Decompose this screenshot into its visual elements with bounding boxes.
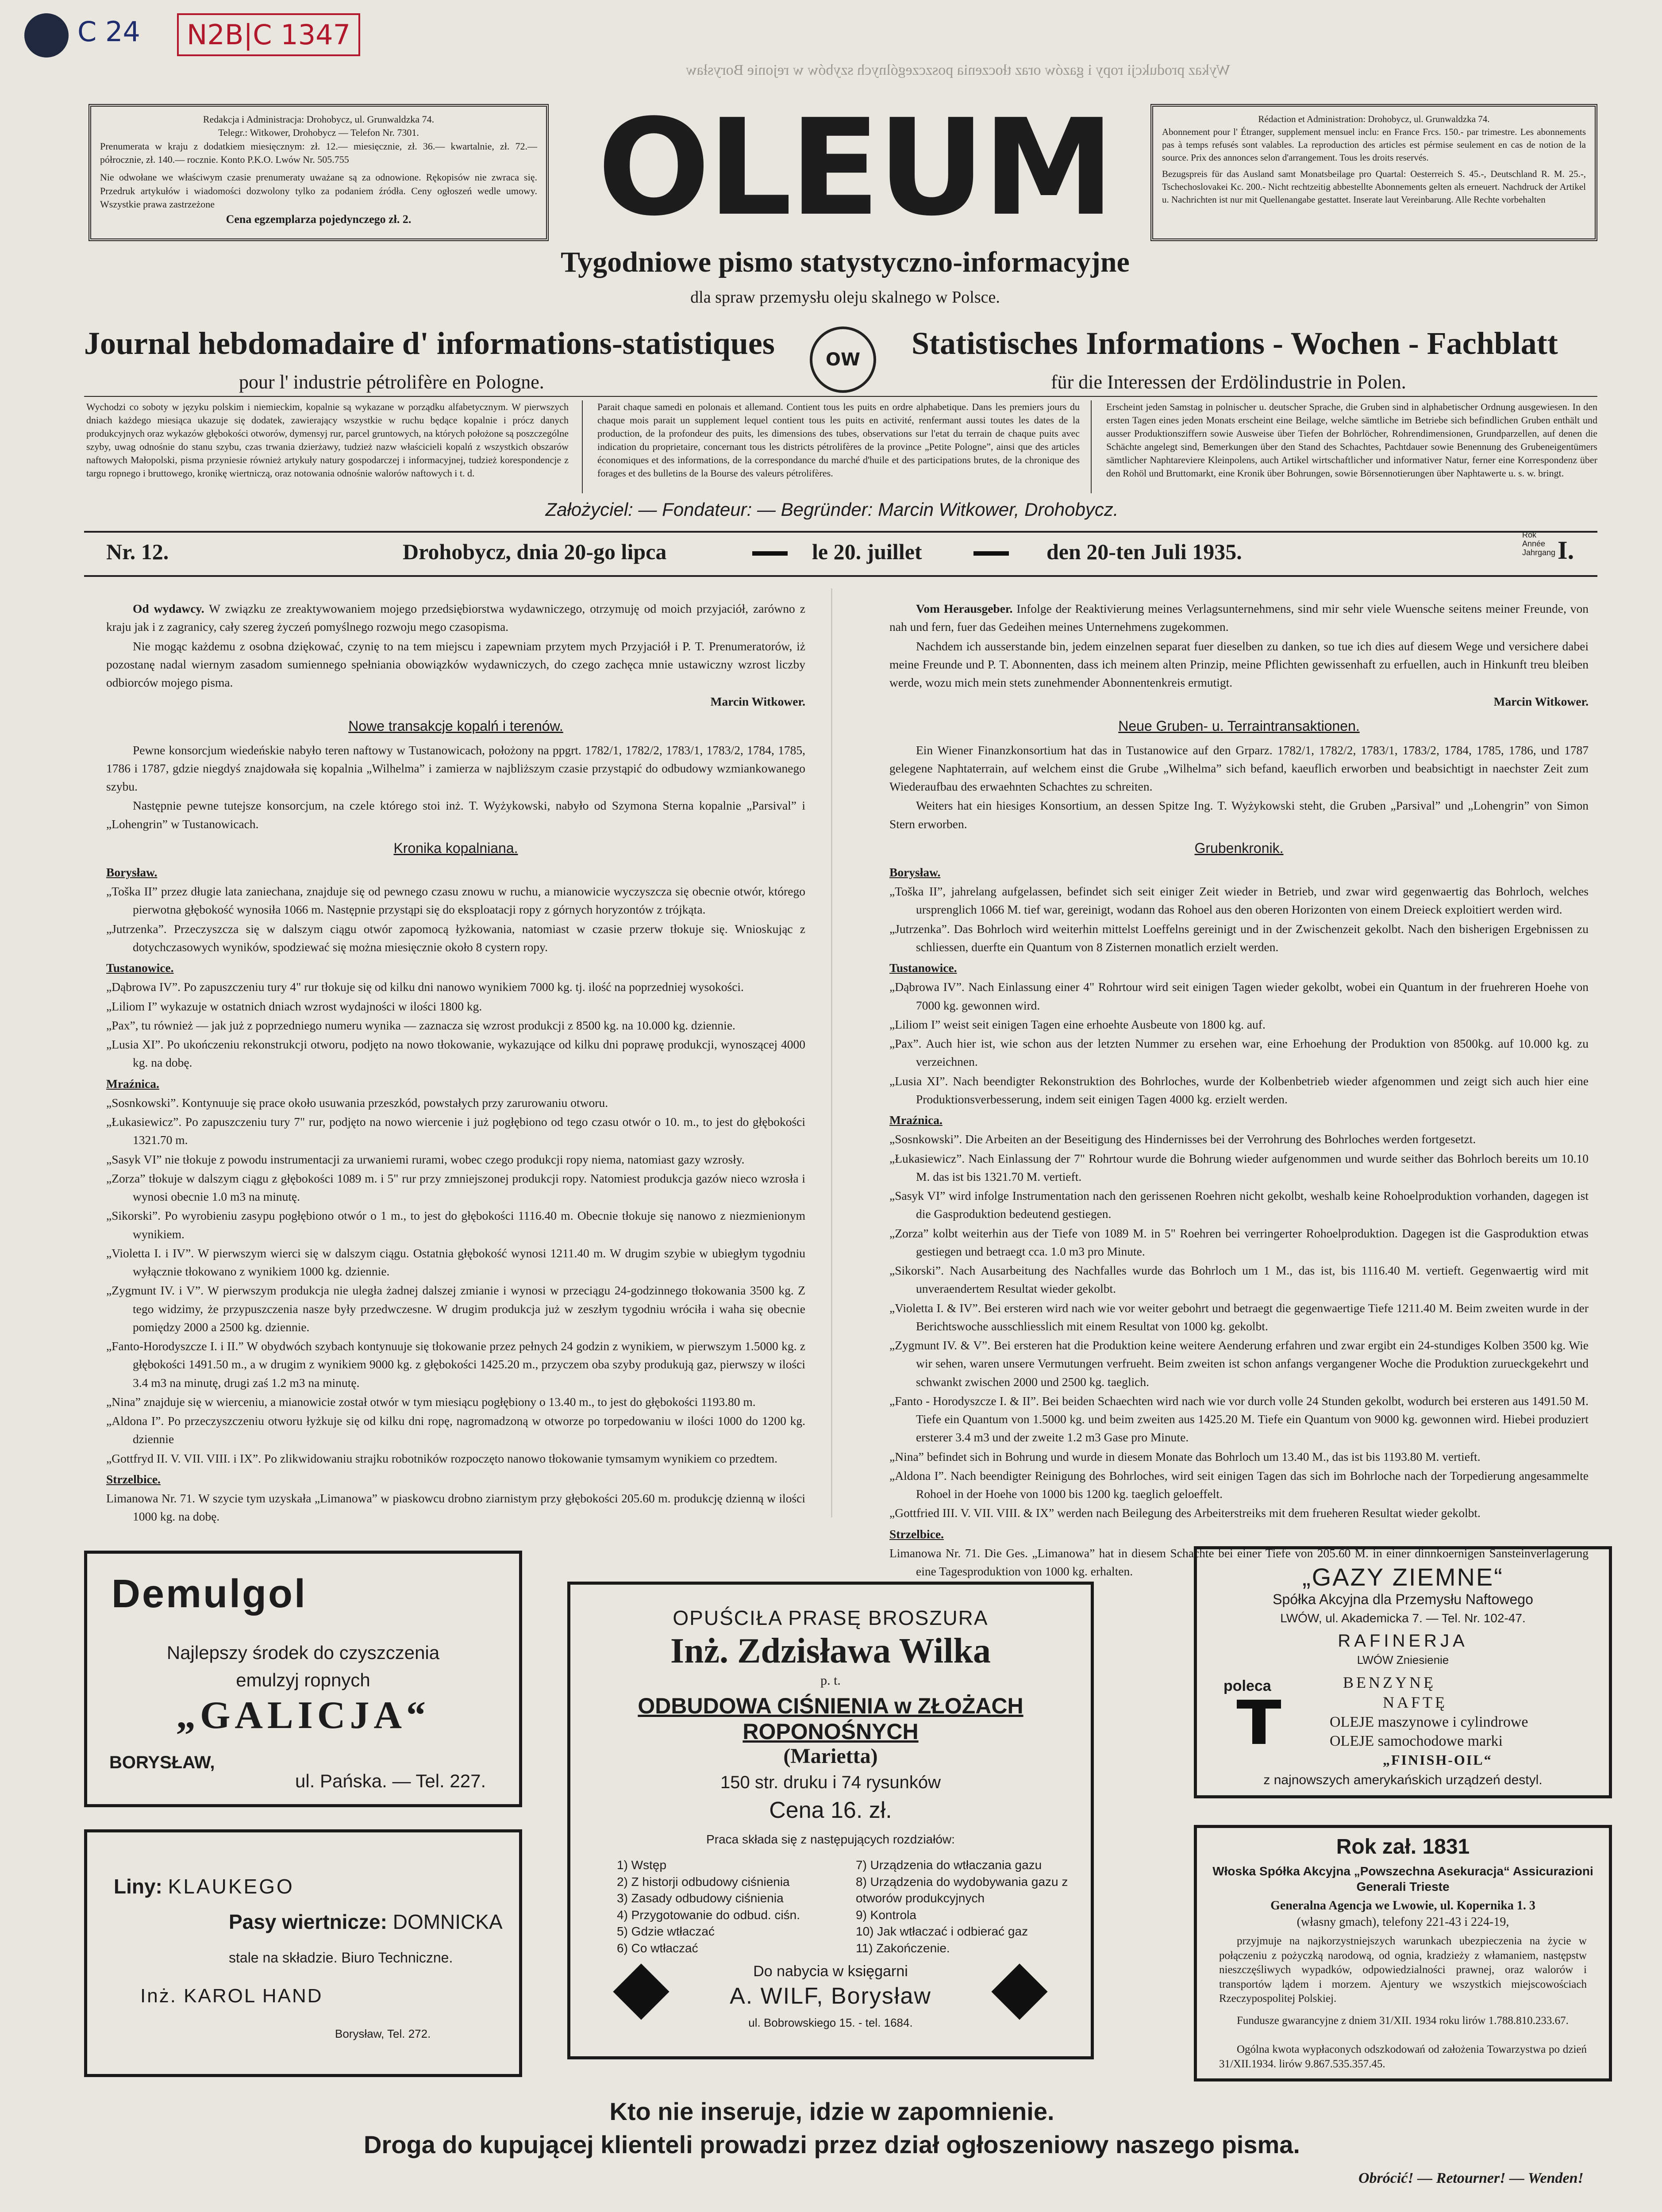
subtitle-french: Journal hebdomadaire d' informations-statistiques: [84, 326, 775, 361]
toc-item: 11) Zakończenie.: [856, 1941, 950, 1955]
entry: „Fanto-Horodyszcze I. i II.” W obydwóch szybach kontynuuje się tłokowanie przez pełnych 24 godzin z wynikiem, w pierwszym 1.5000 kg. z głębokości 1491.50 m., a w drugim z wynikiem 9000 kg. z głębokości 1425.20 m., przyczem oba szyby produkują gaz, pierwszy w ilości 3.4 m3 na minutę, drugi zaś 1.2 m3 na minutę.: [106, 1339, 805, 1390]
ad-line: (własny gmach), telefony 221-43 i 224-19,: [1297, 1915, 1509, 1929]
publisher-note: Infolge der Reaktivierung meines Verlagsunternehmens, sind mir sehr viele Wuensche seitens meiner Freunde, von nah und fern, fuer das Gedeihen meines Unternehmens zugekommen.: [889, 602, 1589, 634]
entry: „Dąbrowa IV”. Po zapuszczeniu tury 4" rur tłokuje się od kilku dni nanowo wynikiem 7000 kg. tj. ilość na poprzedniej wysokości.: [106, 980, 744, 994]
publisher-note: Nie mogąc każdemu z osobna dziękować, czynię to na tem miejscu i zapewniam przytem mych Przyjaciół i P. T. Prenumeratorów, iż pozostanę nadal wiernym zasadom sumiennego spełniania obowiązków wydawniczych, do czego zachęca mnie ustawiczny wzrost liczby odbiorców mojego pisma.: [106, 639, 805, 689]
ad-line: OLEJE maszynowe i cylindrowe: [1330, 1714, 1528, 1730]
entry: „Sasyk VI” wird infolge Instrumentation nach den gerissenen Roehren nicht gekolbt, weshalb keine Rohoelproduktion vorhanden, dagegen ist die Gasproduktion bedeutend gestiegen.: [889, 1189, 1589, 1221]
ad-line: (Marietta): [783, 1744, 878, 1768]
year-label: Rok: [1522, 530, 1537, 539]
issue-date-fr: le 20. juillet: [812, 539, 922, 564]
founder-line: Założyciel: — Fondateur: — Begründer: Marcin Witkower, Drohobycz.: [545, 499, 1119, 520]
intro-german: Erscheint jeden Samstag in polnischer u. deutscher Sprache, die Gruben sind in alphabetischer Ordnung ausgewiesen. In den ersten Tagen eines jeden Monats erscheint eine Beilage, welche sämtliche im Betriebe sich befindlichen Gruben enthält und ausser Produktionsziffern sowie Ausweise über Tiefen der Bohrlöcher, Rohrendimensionen, Grundparzellen, auf denen die Schächte angelegt sind, Bemerkungen über den Stand des Schachtes, Pachtdauer sowie Benennung des Grubeneigentümers sämtlicher Naphtareviere Kleinpolens, auch Artikel wirtschaftlicher und informativer Natur, ferner eine Korrespondenz über den Rohöl und Bruttomarkt, eine Kronik über Bohrungen, sowie Börsennotierungen über Naphtawerte u. s. w. bringt.: [1106, 401, 1597, 479]
footer-slogan-2: Droga do kupującej klienteli prowadzi przez dział ogłoszeniowy naszego pisma.: [364, 2131, 1300, 2158]
section-heading: Neue Gruben- u. Terraintransaktionen.: [1118, 718, 1360, 734]
ad-address: ul. Pańska. — Tel. 227.: [295, 1770, 486, 1791]
ad-line: poleca: [1223, 1678, 1271, 1694]
intro-french: Parait chaque samedi en polonais et allemand. Contient tous les puits en ordre alphabetique. Dans les premiers jours du chaque mois parait un supplement lequel contient tous les puits en activité, renfermant aussi toutes les dates de la production, de la profondeur des puits, les dimensions des tubes, observations sur l'etat du terrain de chaque puits avec indication du proprietaire, concernant tous les districts pétrolifères de la province „Petite Pologne”, ainsi que des articles économiques et des informations, de la correspondance du marché d'huile et des participations brutes, de la chronique des forages et des bulletins de la Bourse des valeurs pétrolifères.: [597, 401, 1080, 479]
toc-item: 4) Przygotowanie do odbud. ciśn.: [617, 1908, 800, 1922]
ad-line: Do nabycia w księgarni: [753, 1963, 908, 1980]
entry: Limanowa Nr. 71. Die Ges. „Limanowa” hat in diesem Schachte bei einer Tiefe von 205.60 M. in einer dinnkoernigen Sansteinverlagerung eine Tagesproduktion von 1000 kg. erhalten.: [889, 1546, 1589, 1578]
ad-paragraph: Ogólna kwota wypłaconych odszkodowań od założenia Towarzystwa po dzień 31/XII.1934. lirów 9.867.535.357.45.: [1219, 2043, 1587, 2070]
ad-title: „GAZY ZIEMNE“: [1302, 1563, 1504, 1591]
issue-date-de: den 20-ten Juli 1935.: [1046, 539, 1242, 564]
ad-brand: „GALICJA“: [176, 1694, 431, 1737]
toc-item: 9) Kontrola: [856, 1908, 916, 1922]
fold-line: [831, 588, 832, 1517]
region-heading: Borysław.: [106, 865, 158, 879]
paragraph: Weiters hat ein hiesiges Konsortium, an dessen Spitze Ing. T. Wyżykowski steht, die Gruben „Parsival” und „Lohengrin” von Simon Stern erworben.: [889, 799, 1589, 831]
ad-label: Pasy wiertnicze:: [229, 1910, 387, 1933]
ad-book-title: ODBUDOWA CIŚNIENIA w ZŁOŻACH ROPONOŚNYCH: [638, 1694, 1023, 1744]
subtitle-german-2: für die Interessen der Erdölindustrie in Polen.: [1051, 371, 1406, 393]
ad-line: ul. Bobrowskiego 15. - tel. 1684.: [748, 2016, 913, 2029]
ad-insurance: [1194, 1825, 1612, 2081]
entry: „Zygmunt IV. & V”. Bei ersteren hat die Produktion keine weitere Aenderung erfahren und zwar ergibt ein 24-stundiges Kolben 3500 kg. Wie wir sehen, waren unsere Vermutungen verfrueht. Beim zweiten ist schon anfangs vergangener Woche die Produktion zurueckgekehrt und schwankt zwischen 2000 und 2500 kg. taeglich.: [889, 1338, 1589, 1389]
year-number: I.: [1558, 536, 1574, 565]
intro-polish: Wychodzi co soboty w języku polskim i niemieckim, kopalnie są wykazane w porządku alfabetycznym. W pierwszych dniach każdego miesiąca ukazuje się dodatek, zawierający wszystkie w ruchu będące kopalnie i prócz danych produkcyjnych oraz wykazów głębokości otworów, dymensyj rur, parcel gruntowych, na których położone są poszczególne szyby, uwag odnośnie do stanu szybu, czas trwania dzierżawy, tudzież nazw właścicieli kopalń z wszystkich obszarów naftowych Małopolski, pisma przyniesie również artykuły natury gospodarczej i informacyjnej, tudzież korespondencje z targu ropnego i bruttowego, kronikę wiertniczą, oraz notowania odnośnie walorów naftowych i t. d.: [86, 401, 569, 479]
region-heading: Tustanowice.: [889, 961, 957, 975]
info-box-foreign: [1150, 104, 1597, 241]
ad-line: BENZYNĘ: [1343, 1674, 1436, 1691]
ad-line: OLEJE samochodowe marki: [1330, 1733, 1503, 1749]
ad-line: Inż. KAROL HAND: [140, 1985, 323, 2007]
year-label: Jahrgang: [1522, 548, 1556, 557]
entry: „Jutrzenka”. Przeczyszcza się w dalszym ciągu otwór zapomocą łyżkowania, natomiast w czasie przerw tłokuje się. Wnioskując z dotychczasowych wyników, spodziewać się można miesięcznie około 8 cystern ropy.: [106, 922, 805, 954]
ad-paragraph: Fundusze gwarancyjne z dniem 31/XII. 1934 roku lirów 1.788.810.233.67.: [1237, 2015, 1569, 2027]
entry: „Liliom I” weist seit einigen Tagen eine erhoehte Ausbeute von 1800 kg. auf.: [889, 1017, 1266, 1031]
toc-item: 6) Co wtłaczać: [617, 1941, 698, 1955]
entry: „Nina” befindet sich in Bohrung und wurde in diesem Monate das Bohrloch um 13.40 M., das ist bis 1193.80 M. vertieft.: [889, 1449, 1481, 1463]
rule: [84, 575, 1597, 577]
toc-item: 1) Wstęp: [617, 1858, 667, 1872]
ad-value: KLAUKEGO: [168, 1875, 294, 1898]
ad-line: LWÓW Zniesienie: [1357, 1653, 1449, 1667]
ad-bookstore: A. WILF, Borysław: [730, 1983, 931, 2009]
catalog-number: N2B|C 1347: [177, 13, 360, 56]
ad-brochure: [567, 1582, 1094, 2059]
entry: „Aldona I”. Nach beendigter Reinigung des Bohrloches, wird seit einigen Tagen das sich im Bohrloche nach der Torpedierung angesammelte Rohoel in der Hoehe von 1000 bis 1200 kg. taeglich geloeffelt.: [889, 1468, 1589, 1501]
signature: Marcin Witkower.: [1493, 695, 1589, 709]
box-line: Prenumerata w kraju z dodatkiem miesięcznym: zł. 12.— miesięcznie, zł. 36.— kwartalnie, zł. 72.— półrocznie, zł. 140.— rocznie. Konto P.K.O. Lwów Nr. 505.755: [100, 140, 537, 165]
publisher-note: W związku ze zreaktywowaniem mojego przedsiębiorstwa wydawniczego, otrzymuję od moich przyjaciół, zarówno z kraju jak i z zagranicy, cały szereg życzeń pomyślnego rozwoju mego czasopisma.: [106, 602, 805, 634]
handwritten-shelf-number: C 24: [77, 15, 140, 48]
box-line: Rédaction et Administration: Drohobycz, ul. Grunwaldzka 74.: [1258, 114, 1490, 124]
issue-number: Nr. 12.: [106, 539, 169, 564]
info-box-polish: [88, 104, 549, 241]
entry: „Łukasiewicz”. Po zapuszczeniu tury 7" rur, podjęto na nowo wiercenie i już pogłębiono od tego czasu otwór o 10. m., to jest do głębokości 1321.70 m.: [106, 1115, 805, 1147]
toc-right: [856, 1857, 1077, 1956]
ad-line: LWÓW, ul. Akademicka 7. — Tel. Nr. 102-47.: [1280, 1611, 1526, 1625]
ad-line: OPUŚCIŁA PRASĘ BROSZURA: [673, 1606, 989, 1629]
region-heading: Strzelbice.: [889, 1527, 944, 1541]
rule: [84, 531, 1597, 533]
box-line: Nie odwołane we właściwym czasie prenumeraty uważane są za odnowione. Rękopisów nie zwraca się. Przedruk artykułów i wiadomości dozwolony tylko za podaniem źródła. Ceny ogłoszeń wedle umowy. Wszystkie prawa zastrzeżone: [100, 172, 537, 210]
turn-over-note: Obrócić! — Retourner! — Wenden!: [1358, 2170, 1584, 2186]
publisher-note-label: Vom Herausgeber.: [916, 602, 1013, 615]
ad-liny: [84, 1829, 522, 2077]
entry: „Nina” znajduje się w wierceniu, a mianowicie został otwór w tym miesiącu pogłębiony o 13.40 m., to jest do głębokości 1193.80 m.: [106, 1394, 756, 1409]
entry: „Sikorski”. Nach Ausarbeitung des Nachfalles wurde das Bohrloch um 1 M., das ist, bis 1116.40 M. vertieft. Gegenwaertig wird mit unveraendertem Resultat wieder gekolbt.: [889, 1263, 1589, 1296]
ad-line: p. t.: [820, 1673, 841, 1688]
entry: „Pax”, tu również — jak już z poprzedniego numeru wynika — zaznacza się wzrost produkcji z 8500 kg. na 10.000 kg. dziennie.: [106, 1018, 735, 1032]
ad-line: Praca składa się z następujących rozdziałów:: [706, 1832, 955, 1846]
ad-price: Cena 16. zł.: [769, 1797, 892, 1823]
publisher-note-label: Od wydawcy.: [133, 602, 204, 615]
dash: [973, 551, 1009, 556]
entry: „Zorza” kolbt weiterhin aus der Tiefe von 1089 M. in 5" Roehren bei verringerter Rohoelproduktion. Dagegen ist die Gasproduktion etwas gestiegen und betraegt cca. 1.0 m3 pro Minute.: [889, 1226, 1589, 1258]
entry: „Toška II”, jahrelang aufgelassen, befindet sich seit einiger Zeit wieder in Betrieb, und zwar wird gegenwaertig das Bohrloch, welches ursprenglich 1066 M. tief war, gereinigt, wodann das Rohoel aus den oberen Horizonten von einem Dreieck exploitiert werden wird.: [889, 884, 1589, 917]
entry: „Gottfryd II. V. VII. VIII. i IX”. Po zlikwidowaniu strajku robotników rozpoczęto nanowo tłokowanie tymsamym wynikiem co przedtem.: [106, 1451, 778, 1465]
ad-demulgol: [84, 1551, 522, 1807]
issue-date-pl: Drohobycz, dnia 20-go lipca: [403, 539, 667, 564]
entry: „Lusia XI”. Nach beendigter Rekonstruktion des Bohrloches, wurde der Kolbenbetrieb wieder afgenommen und zeigt sich auch hier eine Produktionsverbesserung, indem seit einigen Tagen 4000 kg. erzielt werden.: [889, 1074, 1589, 1106]
ad-line: 150 str. druku i 74 rysunków: [720, 1773, 941, 1792]
year-labels: [1522, 531, 1555, 557]
rule: [84, 396, 1597, 397]
entry: „Jutrzenka”. Das Bohrloch wird weiterhin mittelst Loeffelns gereinigt und in der Zwischenzeit gekolbt. Nach den bisherigen Ergebnissen zu schliessen, duerfte ein Quantum von 8 Zisternen monatlich erzielt werden.: [889, 922, 1589, 954]
entry: „Pax”. Auch hier ist, wie schon aus der letzten Nummer zu ersehen war, eine Erhoehung der Produktion von 8500kg. auf 10.000 kg. zu verzeichnen.: [889, 1037, 1589, 1069]
divider: [582, 400, 583, 493]
ad-line: Najlepszy środek do czyszczenia: [166, 1642, 440, 1663]
toc-left: [617, 1857, 838, 1956]
ad-title: Rok zał. 1831: [1336, 1835, 1470, 1859]
entry: „Zorza” tłokuje w dalszym ciągu z głębokości 1089 m. i 5" rur przy zmniejszonej produkcji ropy. Natomiest produkcja gazów nieco wzrosła i wynosi obecnie 1.0 m3 na minutę.: [106, 1171, 805, 1203]
publisher-note: Nachdem ich ausserstande bin, jedem einzelnen separat fuer dieselben zu danken, so tue ich dies auf diesem Wege und versichere dabei meine Freunde und P. T. Abonnenten, dass ich meinem alten Prinzip, meine Pflichten gewissenhaft zu erfuellen, auch in Hinkunft treu bleiben werde, wozu mich mein stets zunehmender Abonnentenkreis ermutigt.: [889, 639, 1589, 689]
entry: „Sosnkowski”. Kontynuuje się prace około usuwania przeszkód, powstałych przy zarurowaniu otworu.: [106, 1095, 608, 1110]
section-heading: Nowe transakcje kopalń i terenów.: [348, 718, 563, 734]
ad-line: „FINISH-OIL“: [1383, 1752, 1493, 1768]
ad-line: Spółka Akcyjna dla Przemysłu Naftowego: [1273, 1591, 1533, 1607]
entry: „Lusia XI”. Po ukończeniu rekonstrukcji otworu, podjęto na nowo tłokowanie, wykazujące od kilku dni poprawę produkcji, wynoszącej 4000 kg. na dobę.: [106, 1037, 805, 1070]
toc-item: 5) Gdzie wtłaczać: [617, 1924, 715, 1939]
entry: „Violetta I. & IV”. Bei ersteren wird nach wie vor weiter gebohrt und betraegt die gegenwaertige Tiefe 1211.40 M. Beim zweiten wurde in der Berichtswoche ausschliesslich mit einem Resultat von 1000 kg. gekolbt.: [889, 1301, 1589, 1333]
divider: [1091, 400, 1092, 493]
toc-item: 2) Z historji odbudowy ciśnienia: [617, 1874, 790, 1889]
entry: „Sikorski”. Po wyrobieniu zasypu pogłębiono otwór o 1 m., to jest do głębokości 1116.40 m. Obecnie tłokuje się nanowo z niezmienionym wynikiem.: [106, 1209, 805, 1241]
entry: „Liliom I” wykazuje w ostatnich dniach wzrost wydajności w ilości 1800 kg.: [106, 999, 482, 1013]
toc-item: 8) Urządzenia do wydobywania gazu z otworów produkcyjnych: [856, 1874, 1068, 1905]
box-line: Redakcja i Administracja: Drohobycz, ul. Grunwaldzka 74.: [203, 114, 435, 125]
show-through-text: Wykaz produkcji ropy i gazów oraz tłoczenia poszczególnych szybów w rejonie Borysław: [686, 62, 1231, 78]
section-heading: Kronika kopalniana.: [393, 840, 518, 856]
ad-line: RAFINERJA: [1338, 1631, 1468, 1651]
ad-city: BORYSŁAW,: [109, 1753, 215, 1772]
region-heading: Borysław.: [889, 865, 941, 879]
entry: Limanowa Nr. 71. W szycie tym uzyskała „Limanowa” w piaskowcu drobno ziarnistym przy głębokości 205.60 m. produkcję dzienną w ilości 1000 kg. na dobę.: [106, 1491, 805, 1524]
ad-line: emulzyj ropnych: [236, 1670, 370, 1690]
dash: [752, 551, 788, 556]
toc-item: 7) Urządzenia do wtłaczania gazu: [856, 1858, 1042, 1872]
ad-line: Włoska Spółka Akcyjna „Powszechna Asekuracja“ Assicurazioni Generali Trieste: [1212, 1864, 1593, 1893]
library-stamp: [24, 13, 69, 58]
subtitle-german: Statistisches Informations - Wochen - Fachblatt: [912, 326, 1558, 361]
region-heading: Strzelbice.: [106, 1472, 161, 1486]
year-label: Année: [1522, 539, 1546, 548]
ad-paragraph: przyjmuje na najkorzystniejszych warunkach ubezpieczenia na życie w połączeniu z pożyczką narodową, od ognia, kradzieży z włamaniem, następstw nieszczęśliwych wypadków, odpowiedzialności prawnej, oraz walorów i transportów lądem i morzem. Ajentury we wszystkich miejscowościach Rzeczypospolitej Polskiej.: [1219, 1935, 1587, 2005]
masthead-title: OLEUM: [597, 91, 1112, 245]
entry: „Zygmunt IV. i V”. W pierwszym produkcja nie uległa żadnej dalszej zmianie i wynosi w przeciągu 24-godzinnego tłokowania 3500 kg. Z tego widzimy, że przypuszczenia nasze były przedwczesne. W drugim produkcja już w zeszłym tygodniu wróciła i waha się obecnie pomiędzy 2000 a 2500 kg. dziennie.: [106, 1283, 805, 1334]
ad-label: Liny:: [114, 1875, 162, 1898]
box-line: Abonnement pour l' Étranger, supplement mensuel inclu: en France Frcs. 150.- par trimestre. Les abonnements pas à temps refusés sont valables. La reproduction des articles est pérmise seulement en cas de notion de la source. Prix des annonces selon d'arrangement. Tous les droits reservés.: [1162, 126, 1586, 163]
entry: „Sosnkowski”. Die Arbeiten an der Beseitigung des Hindernisses bei der Verrohrung des Bohrloches werden fortgesetzt.: [889, 1132, 1476, 1146]
subtitle-french-2: pour l' industrie pétrolifère en Pologne.: [239, 371, 544, 393]
entry: „Toška II” przez długie lata zaniechana, znajduje się od pewnego czasu znowu w ruchu, a mianowicie wyczyszcza się obecnie otwór, którego pierwotna głębokość wynosiła 1066 m. Następnie przystąpi się do eksploatacji ropy z górnych horyzontów z trójkąta.: [106, 884, 805, 917]
subtitle-polish: Tygodniowe pismo statystyczno-informacyjne: [561, 246, 1130, 278]
entry: „Dąbrowa IV”. Nach Einlassung einer 4" Rohrtour wird seit einigen Tagen wieder gekolbt, wobei ein Quantum in der fruehreren Hoehe von 7000 kg. gewonnen wird.: [889, 980, 1589, 1012]
article-column-german: [889, 599, 1589, 1581]
publisher-logo: OW: [810, 326, 876, 393]
subtitle-polish-2: dla spraw przemysłu oleju skalnego w Polsce.: [690, 288, 1000, 307]
toc-item: 3) Zasady odbudowy ciśnienia: [617, 1891, 784, 1905]
toc-item: 10) Jak wtłaczać i odbierać gaz: [856, 1924, 1028, 1939]
entry: „Fanto - Horodyszcze I. & II”. Bei beiden Schaechten wird nach wie vor durch volle 24 Stunden gekolbt, wodurch bei ersteren aus 1491.50 M. Tiefe ein Quantum von 1.5000 kg. und beim zweiten aus 1425.20 M. Tiefe ein Quantum von 9000 kg. gewonnen wird. Hiebei produziert ersterer 3.4 m3 und der zweite 1.2 m3 Gase pro Minute.: [889, 1394, 1589, 1444]
box-line: Telegr.: Witkower, Drohobycz — Telefon Nr. 7301.: [218, 127, 419, 138]
entry: „Łukasiewicz”. Nach Einlassung der 7" Rohrtour wurde die Bohrung wieder aufgenommen und wurde seither das Bohrloch bereits um 10.10 M. das ist bis 1321.70 M. vertieft.: [889, 1151, 1589, 1183]
footer-slogan: Kto nie inseruje, idzie w zapomnienie.: [609, 2097, 1054, 2125]
signature: Marcin Witkower.: [710, 695, 805, 709]
article-column-polish: [106, 599, 805, 1527]
single-copy-price: Cena egzemplarza pojedynczego zł. 2.: [226, 212, 412, 226]
box-line: Bezugspreis für das Ausland samt Monatsbeilage pro Quartal: Oesterreich S. 45.-, Deutschland R. M. 25.-, Tschechoslovakei Kc. 200.- Nicht rechtzeitig abbestellte Abonnements gelten als erneuert. Nachdruck der Artikel u. Nachrichten ist nur mit Quellenangabe gestattet. Inserate laut Vereinbarung. Alle Rechte vorbehalten: [1162, 168, 1586, 205]
ad-gazy-ziemne: [1194, 1546, 1612, 1798]
ad-line: NAFTĘ: [1383, 1694, 1447, 1711]
ad-value: DOMNICKA: [392, 1910, 503, 1933]
entry: „Violetta I. i IV”. W pierwszym wierci się w dalszym ciągu. Ostatnia głębokość wynosi 1211.40 m. W drugim szybie w ubiegłym tygodniu wyłącznie tłokowano z wynikiem 1000 kg. dziennie.: [106, 1246, 805, 1278]
paragraph: Pewne konsorcjum wiedeńskie nabyło teren naftowy w Tustanowicach, położony na ppgrt. 1782/1, 1782/2, 1783/1, 1783/2, 1784, 1785, 1786 i 1787, gdzie niegdyś znajdowała się kopalnia „Wilhelma” i zamierza w najbliższym czasie przystąpić do odbudowy wzmiankowanego szybu.: [106, 743, 805, 793]
ad-line: z najnowszych amerykańskich urządzeń destyl.: [1263, 1773, 1543, 1787]
ad-author: Inż. Zdzisława Wilka: [670, 1632, 991, 1671]
entry: „Sasyk VI” nie tłokuje z powodu instrumentacji za urwaniemi rurami, wobec czego produkcji ropy niema, natomiast gazy wzrosły.: [106, 1152, 745, 1166]
paragraph: Następnie pewne tutejsze konsorcjum, na czele którego stoi inż. T. Wyżykowski, nabyło od Szymona Sterna kopalnie „Parsival” i „Lohengrin” w Tustanowicach.: [106, 799, 805, 831]
ad-line: Generalna Agencja we Lwowie, ul. Kopernika 1. 3: [1270, 1899, 1535, 1912]
t-logo-icon-stem: [1252, 1700, 1266, 1744]
paragraph: Ein Wiener Finanzkonsortium hat das in Tustanowice auf den Grparz. 1782/1, 1782/2, 1783/1, 1783/2, 1784, 1785, 1786, und 1787 gelegene Naphtaterrain, auf welchem einst die Grube „Wilhelma” sich befand, kaeuflich erworben und beabsichtigt in naechster Zeit zum Wiederaufbau des erwaehnten Schachtes zu schreiten.: [889, 743, 1589, 793]
ad-title: Demulgol: [112, 1572, 308, 1616]
entry: „Aldona I”. Po przeczyszczeniu otworu łyżkuje się od kilku dni ropę, nagromadzoną w otworze po torpedowaniu w ilości 1000 do 1200 kg. dziennie: [106, 1414, 805, 1446]
section-heading: Grubenkronik.: [1194, 840, 1284, 856]
region-heading: Mraźnica.: [106, 1076, 159, 1091]
ad-line: stale na składzie. Biuro Techniczne.: [229, 1950, 453, 1966]
entry: „Gottfried III. V. VII. VIII. & IX” werden nach Beilegung des Arbeiterstreiks mit dem frueheren Resultat wieder gekolbt.: [889, 1506, 1481, 1520]
region-heading: Mraźnica.: [889, 1113, 943, 1127]
ad-line: Borysław, Tel. 272.: [335, 2027, 431, 2040]
region-heading: Tustanowice.: [106, 961, 174, 975]
